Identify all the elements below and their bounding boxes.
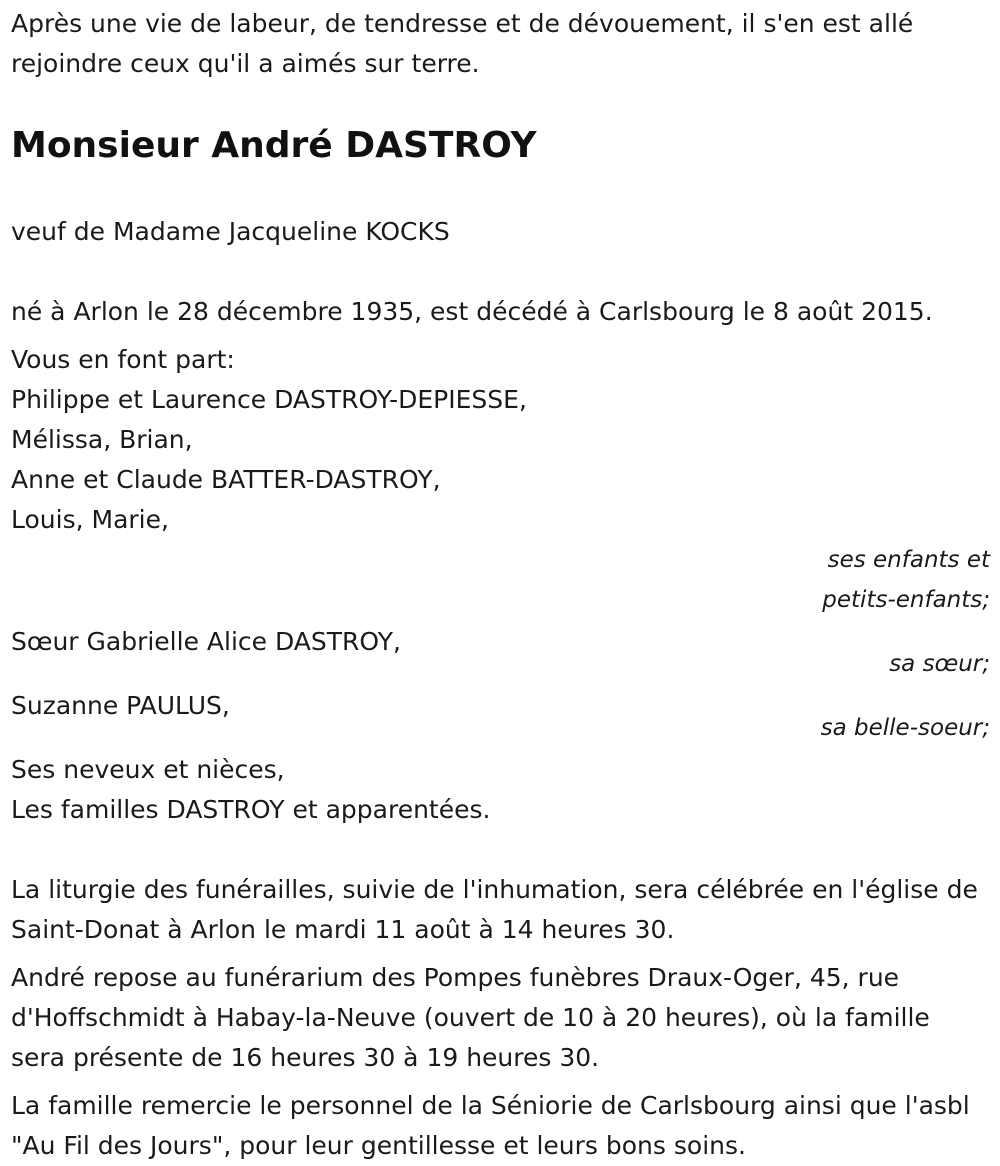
repose-text: André repose au funérarium des Pompes funèbres Draux-Oger, 45, rue d'Hoffschmidt à Habay-la-Neuve (ouvert de 10 à 20 heures), où la famille sera présente de 16 heures 30 à 19 heures 30. — [11, 963, 930, 1072]
children-line: Mélissa, Brian, — [11, 425, 193, 454]
intro-text: Après une vie de labeur, de tendresse et de dévouement, il s'en est allé rejoindre ceux qu'il a aimés sur terre. — [11, 9, 914, 78]
widower-line: veuf de Madame Jacqueline KOCKS — [11, 217, 450, 246]
birth-death-line: né à Arlon le 28 décembre 1935, est décédé à Carlsbourg le 8 août 2015. — [11, 297, 933, 326]
children-line: Louis, Marie, — [11, 505, 169, 534]
children-relation-1: ses enfants et — [827, 547, 990, 573]
announcers-intro: Vous en font part: — [11, 345, 235, 374]
children-relation-2: petits-enfants; — [822, 587, 990, 613]
sister-line: Sœur Gabrielle Alice DASTROY, — [11, 627, 401, 656]
sister-in-law-line: Suzanne PAULUS, — [11, 691, 230, 720]
sister-in-law-relation: sa belle-soeur; — [820, 715, 990, 741]
liturgy-text: La liturgie des funérailles, suivie de l'inhumation, sera célébrée en l'église de Saint-Donat à Arlon le mardi 11 août à 14 heures 30. — [11, 875, 978, 944]
nephews-line: Ses neveux et nièces, — [11, 755, 285, 784]
deceased-name: Monsieur André DASTROY — [11, 125, 537, 166]
families-line: Les familles DASTROY et apparentées. — [11, 795, 491, 824]
children-list — [11, 380, 990, 540]
sister-relation: sa sœur; — [889, 651, 990, 677]
children-line: Anne et Claude BATTER-DASTROY, — [11, 465, 441, 494]
children-line: Philippe et Laurence DASTROY-DEPIESSE, — [11, 385, 527, 414]
thanks-text: La famille remercie le personnel de la Séniorie de Carlsbourg ainsi que l'asbl "Au Fil des Jours", pour leur gentillesse et leurs bons soins. — [11, 1091, 970, 1160]
